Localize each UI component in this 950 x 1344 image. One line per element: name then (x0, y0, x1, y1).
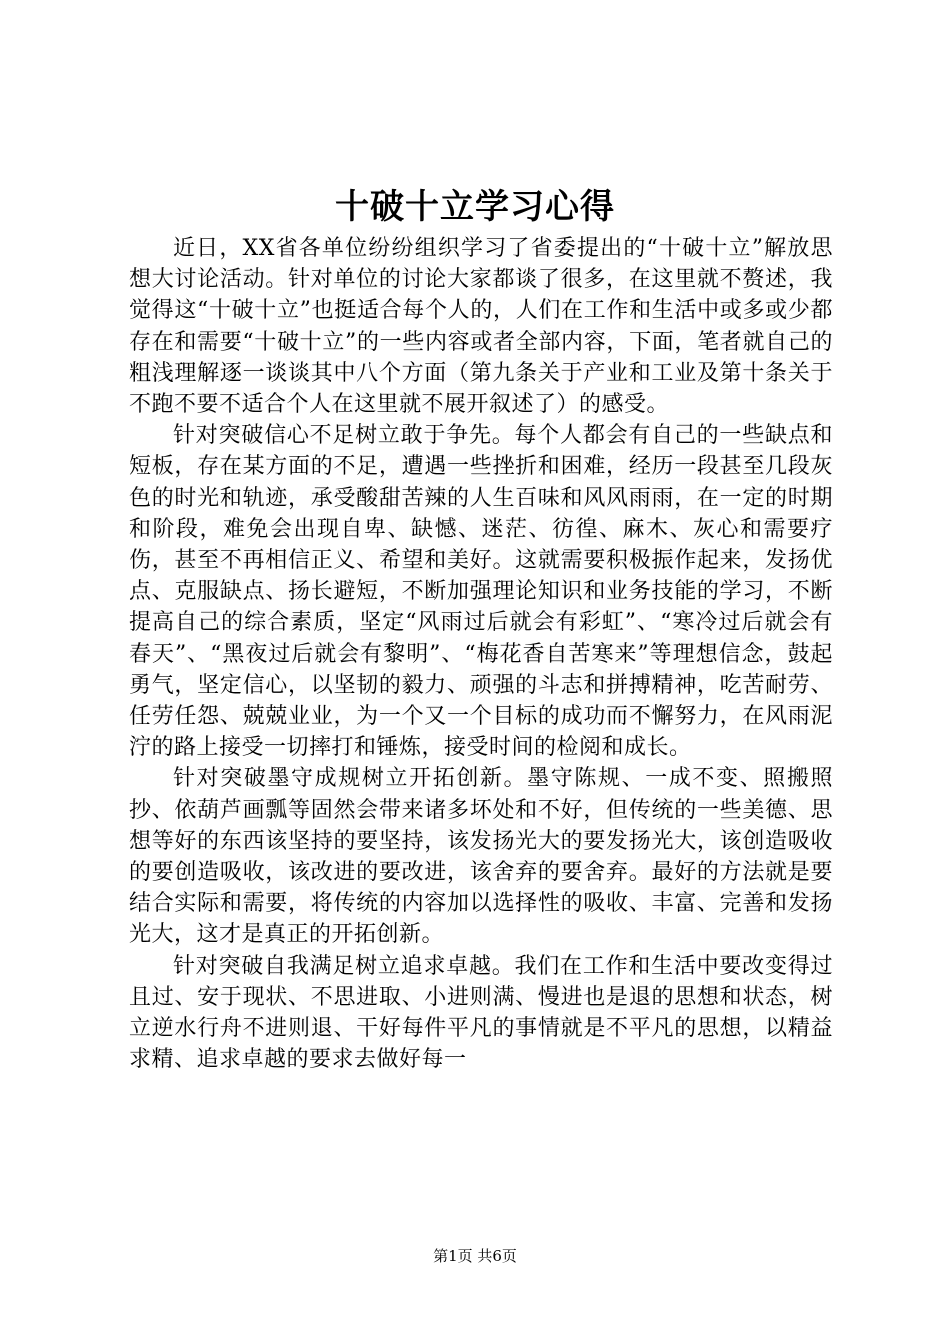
paragraph: 近日，XX省各单位纷纷组织学习了省委提出的“十破十立”解放思想大讨论活动。针对单位的讨论大家都谈了很多，在这里就不赘述，我觉得这“十破十立”也挺适合每个人的，人们在工作和生活中或多或少都存在和需要“十破十立”的一些内容或者全部内容，下面，笔者就自己的粗浅理解逐一谈谈其中八个方面（第九条关于产业和工业及第十条关于不跑不要不适合个人在这里就不展开叙述了）的感受。 (129, 236, 833, 418)
document-title: 十破十立学习心得 (335, 187, 615, 227)
page-number: 第1页 共6页 (433, 1247, 517, 1265)
document-body (129, 233, 833, 1075)
paragraph: 针对突破信心不足树立敢于争先。每个人都会有自己的一些缺点和短板，存在某方面的不足，遭遇一些挫折和困难，经历一段甚至几段灰色的时光和轨迹，承受酸甜苦辣的人生百味和风风雨雨，在一定的时期和阶段，难免会出现自卑、缺憾、迷茫、彷徨、麻木、灰心和需要疗伤，甚至不再相信正义、希望和美好。这就需要积极振作起来，发扬优点、克服缺点、扬长避短，不断加强理论知识和业务技能的学习，不断提高自己的综合素质，坚定“风雨过后就会有彩虹”、“寒冷过后就会有春天”、“黑夜过后就会有黎明”、“梅花香自苦寒来”等理想信念，鼓起勇气，坚定信心，以坚韧的毅力、顽强的斗志和拼搏精神，吃苦耐劳、任劳任怨、兢兢业业，为一个又一个目标的成功而不懈努力，在风雨泥泞的路上接受一切摔打和锤炼，接受时间的检阅和成长。 (129, 423, 833, 761)
paragraph: 针对突破墨守成规树立开拓创新。墨守陈规、一成不变、照搬照抄、依葫芦画瓢等固然会带来诸多坏处和不好，但传统的一些美德、思想等好的东西该坚持的要坚持，该发扬光大的要发扬光大，该创造吸收的要创造吸收，该改进的要改进，该舍弃的要舍弃。最好的方法就是要结合实际和需要，将传统的内容加以选择性的吸收、丰富、完善和发扬光大，这才是真正的开拓创新。 (129, 766, 833, 948)
page-footer (0, 1244, 950, 1268)
paragraph: 针对突破自我满足树立追求卓越。我们在工作和生活中要改变得过且过、安于现状、不思进取、小进则满、慢进也是退的思想和状态，树立逆水行舟不进则退、干好每件平凡的事情就是不平凡的思想，以精益求精、追求卓越的要求去做好每一 (129, 953, 833, 1073)
